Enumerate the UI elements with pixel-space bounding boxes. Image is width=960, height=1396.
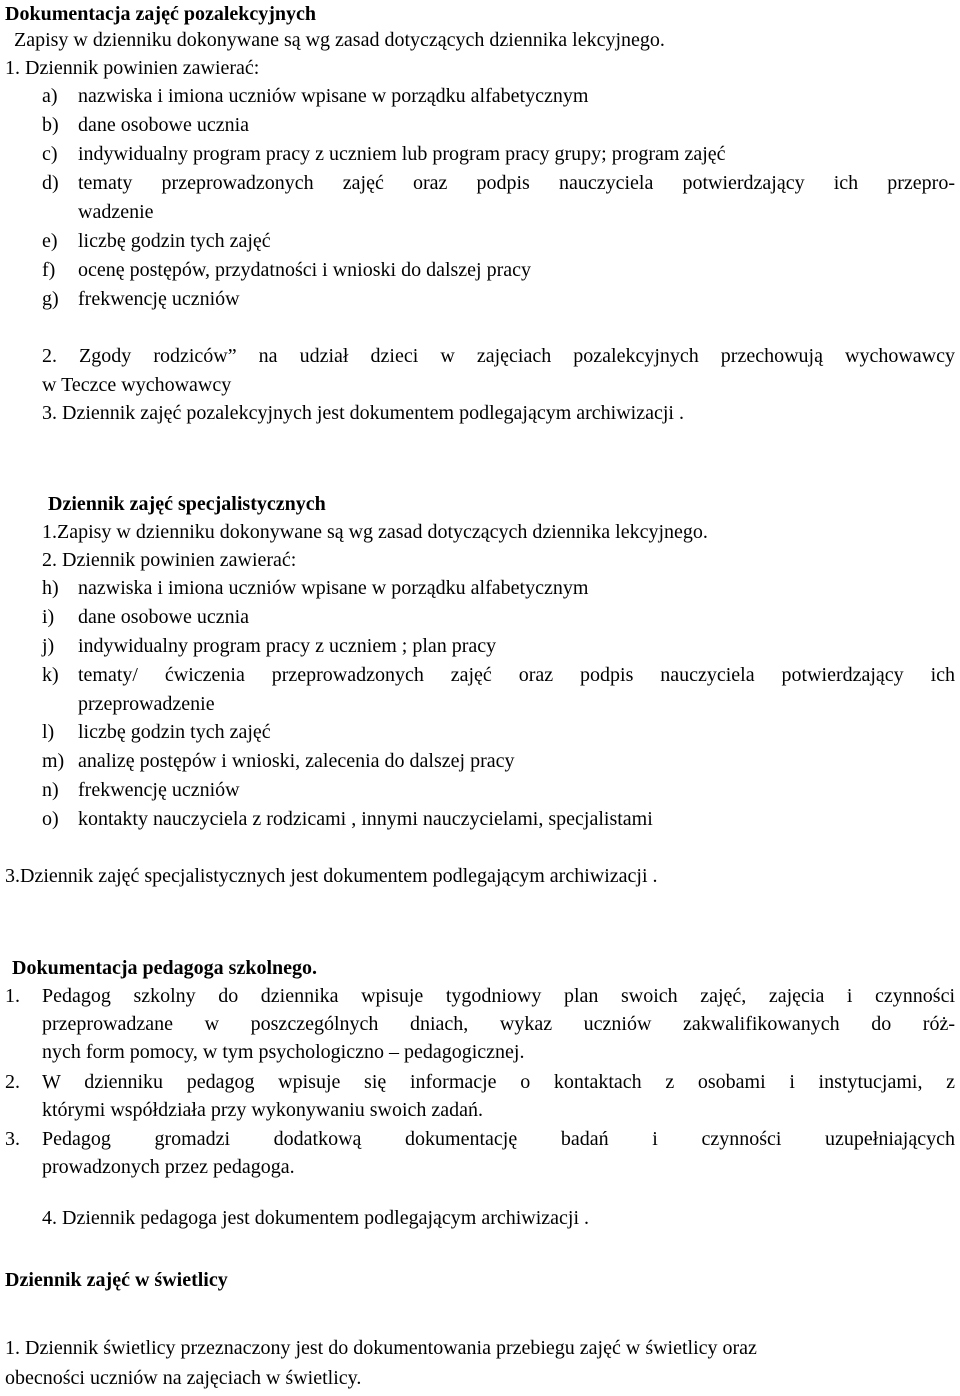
list-label: h) — [42, 577, 59, 599]
list-item-3: 3. Dziennik zajęć pozalekcyjnych jest dokumentem podlegającym archiwizacji . — [42, 402, 684, 424]
list-label: b) — [42, 114, 59, 136]
list-item-1: 1.Zapisy w dzienniku dokonywane są wg zasad dotyczących dziennika lekcyjnego. — [42, 521, 708, 543]
list-label: 3. — [5, 1128, 20, 1150]
list-item: analizę postępów i wnioski, zalecenia do dalszej pracy — [78, 750, 515, 772]
list-item-1: 1. Dziennik powinien zawierać: — [5, 57, 260, 79]
list-item-2: 2. Dziennik powinien zawierać: — [42, 549, 297, 571]
list-label: 1. — [5, 985, 20, 1007]
list-item: liczbę godzin tych zajęć — [78, 721, 271, 743]
list-item: kontakty nauczyciela z rodzicami , innymi nauczycielami, specjalistami — [78, 808, 653, 830]
list-item-3: 3.Dziennik zajęć specjalistycznych jest dokumentem podlegającym archiwizacji . — [5, 865, 658, 887]
list-label: j) — [42, 635, 55, 657]
list-label: e) — [42, 230, 58, 252]
list-label: i) — [42, 606, 55, 628]
paragraph-line: prowadzonych przez pedagoga. — [42, 1156, 295, 1178]
paragraph-line: którymi współdziała przy wykonywaniu swoich zadań. — [42, 1099, 484, 1121]
list-label: k) — [42, 664, 59, 686]
list-item-2-continuation: w Teczce wychowawcy — [42, 374, 232, 396]
paragraph-line: nych form pomocy, w tym psychologiczno – pedagogicznej. — [42, 1041, 525, 1063]
list-label: m) — [42, 750, 65, 772]
section-title-pozalekcyjne: Dokumentacja zajęć pozalekcyjnych — [5, 3, 317, 25]
list-item-2: 2. Zgody rodziców” na udział dzieci w zajęciach pozalekcyjnych przechowują wychowawcy — [42, 345, 955, 367]
list-item-4: 4. Dziennik pedagoga jest dokumentem podlegającym archiwizacji . — [42, 1207, 590, 1229]
section-title-pedagog: Dokumentacja pedagoga szkolnego. — [12, 957, 318, 979]
list-item-continuation: wadzenie — [78, 201, 154, 223]
list-item: ocenę postępów, przydatności i wnioski do dalszej pracy — [78, 259, 532, 281]
list-item-1-continuation: obecności uczniów na zajęciach w świetlicy. — [5, 1367, 362, 1389]
paragraph-line: W dzienniku pedagog wpisuje się informacje o kontaktach z osobami i instytucjami, z — [42, 1071, 955, 1093]
intro-text: Zapisy w dzienniku dokonywane są wg zasad dotyczących dziennika lekcyjnego. — [14, 29, 665, 51]
list-label: o) — [42, 808, 59, 830]
list-item: indywidualny program pracy z uczniem lub program pracy grupy; program zajęć — [78, 143, 726, 165]
list-label: d) — [42, 172, 59, 194]
list-item: frekwencję uczniów — [78, 779, 240, 801]
list-label: 2. — [5, 1071, 20, 1093]
list-label: a) — [42, 85, 58, 107]
list-label: f) — [42, 259, 56, 281]
list-item-continuation: przeprowadzenie — [78, 693, 215, 715]
list-item: frekwencję uczniów — [78, 288, 240, 310]
paragraph-line: przeprowadzane w poszczególnych dniach, wykaz uczniów zakwalifikowanych do róż- — [42, 1013, 955, 1035]
section-title-swietlica: Dziennik zajęć w świetlicy — [5, 1269, 228, 1291]
paragraph-line: Pedagog gromadzi dodatkową dokumentację badań i czynności uzupełniających — [42, 1128, 955, 1150]
list-item: dane osobowe ucznia — [78, 606, 250, 628]
list-item: indywidualny program pracy z uczniem ; plan pracy — [78, 635, 497, 657]
list-label: n) — [42, 779, 59, 801]
list-item: tematy/ ćwiczenia przeprowadzonych zajęć oraz podpis nauczyciela potwierdzający ich — [78, 664, 955, 686]
list-item: nazwiska i imiona uczniów wpisane w porządku alfabetycznym — [78, 577, 589, 599]
list-label: l) — [42, 721, 55, 743]
list-item: dane osobowe ucznia — [78, 114, 250, 136]
list-item-1: 1. Dziennik świetlicy przeznaczony jest do dokumentowania przebiegu zajęć w świetlicy oraz — [5, 1337, 757, 1359]
section-title-specjalistyczne: Dziennik zajęć specjalistycznych — [48, 493, 326, 515]
list-label: c) — [42, 143, 58, 165]
list-item: liczbę godzin tych zajęć — [78, 230, 271, 252]
paragraph-line: Pedagog szkolny do dziennika wpisuje tygodniowy plan swoich zajęć, zajęcia i czynności — [42, 985, 955, 1007]
list-item: nazwiska i imiona uczniów wpisane w porządku alfabetycznym — [78, 85, 589, 107]
list-label: g) — [42, 288, 59, 310]
list-item: tematy przeprowadzonych zajęć oraz podpis nauczyciela potwierdzający ich przepro- — [78, 172, 955, 194]
